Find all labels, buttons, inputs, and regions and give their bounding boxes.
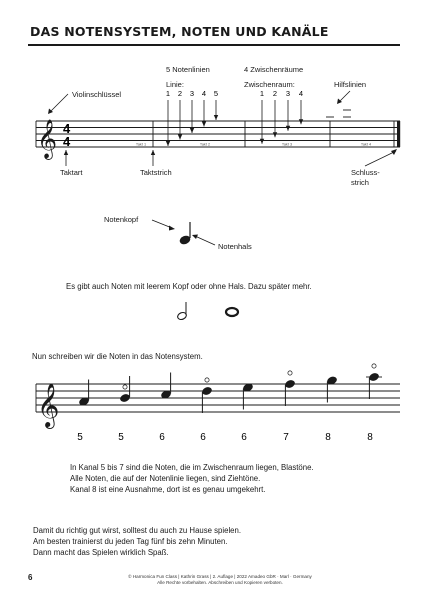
blow-marker-icon [288,371,292,375]
label-four-spaces: 4 Zwischenräume [244,65,304,74]
treble-clef-icon: 𝄞 [37,385,60,427]
line-pointer-arrow-head [178,135,182,140]
measure-label: Takt 4 [360,142,372,147]
bar-line-pointer-arrow-head [151,150,155,155]
label-stem: Notenhals [218,242,252,251]
note-diagram [0,200,427,330]
channel-number: 5 [77,432,83,443]
text-other-notes: Es gibt auch Noten mit leerem Kopf oder ohne Hals. Dazu später mehr. [66,282,312,291]
blow-marker-icon [205,378,209,382]
line-number: 3 [189,89,195,98]
label-space: Zwischenraum: [244,80,295,89]
paragraph-line: Dann macht das Spielen wirklich Spaß. [33,548,169,557]
paragraph-practice [33,525,241,558]
footer [100,574,340,586]
measure-label: Takt 3 [281,142,293,147]
measure-label: Takt 2 [199,142,211,147]
channel-number: 7 [283,432,289,443]
space-number: 4 [298,89,304,98]
footer-line: Alle Rechte vorbehalten. Abschreiben und Kopieren verboten. [157,580,283,585]
space-number: 3 [285,89,291,98]
channel-number: 8 [325,432,331,443]
label-violin-clef: Violinschlüssel [72,90,122,99]
page-title: DAS NOTENSYSTEM, NOTEN UND KANÄLE [30,24,329,39]
paragraph-line: In Kanal 5 bis 7 sind die Noten, die im Zwischenraum liegen, Blastöne. [70,463,314,472]
channel-number: 6 [241,432,247,443]
channel-number: 6 [200,432,206,443]
blow-marker-icon [372,364,376,368]
paragraph-line: Am besten trainierst du jeden Tag fünf bis zehn Minuten. [33,537,228,546]
final-bar-pointer-arrow [365,151,396,166]
time-signature-pointer-arrow-head [64,150,68,155]
paragraph-line: Damit du richtig gut wirst, solltest du auch zu Hause spielen. [33,526,242,535]
channel-number: 8 [367,432,373,443]
label-bar-line: Taktstrich [140,168,172,177]
label-final-bar-line: Schluss- strich [351,168,380,187]
label-line: Linie: [166,80,184,89]
label-five-lines: 5 Notenlinien [166,65,210,74]
space-pointer-arrow-head [299,119,303,124]
staff-lines [36,384,400,412]
channel-number: 5 [118,432,124,443]
text-write-notes: Nun schreiben wir die Noten in das Notensystem. [32,352,203,361]
final-bar-thick [397,121,400,147]
footer-line: © Harmonica Fun Class | Kathrin Grass | 2. Auflage | 2022 Amadeo GbR · Marl · Germany [128,574,312,579]
staff-lines [36,121,400,147]
staff-diagram [0,0,427,200]
space-number: 1 [259,89,265,98]
notes-staff [0,360,427,450]
space-pointer-arrow-head [260,139,264,144]
space-pointer-arrow-head [273,132,277,137]
line-pointer-arrow-head [166,141,170,146]
blow-marker-icon [123,385,127,389]
line-number: 4 [201,89,207,98]
time-signature-top: 4 [63,121,71,136]
label-time-signature: Taktart [60,168,83,177]
channel-number: 6 [159,432,165,443]
line-pointer-arrow-head [214,115,218,120]
line-number: 1 [165,89,171,98]
treble-clef-icon: 𝄞 [37,120,58,158]
ledger-pointer-arrow [339,91,350,102]
line-number: 5 [213,89,219,98]
label-ledger-lines: Hilfslinien [334,80,367,89]
space-number: 2 [272,89,278,98]
line-number: 2 [177,89,183,98]
paragraph-channels [70,462,314,495]
label-notehead: Notenkopf [104,215,139,224]
page-number: 6 [28,573,33,582]
staff-notes [37,364,382,443]
whole-note-head [226,308,238,316]
time-signature-bottom: 4 [63,134,71,149]
clef-pointer-arrow [50,94,68,112]
line-pointer-arrow-head [190,128,194,133]
paragraph-line: Alle Noten, die auf der Notenlinie liegen, sind Ziehtöne. [70,474,261,483]
line-pointer-arrow-head [202,122,206,127]
space-pointer-arrow-head [286,126,290,131]
measure-label: Takt 1 [135,142,147,147]
stem-pointer-arrow [195,236,215,245]
paragraph-line: Kanal 8 ist eine Ausnahme, dort ist es genau umgekehrt. [70,485,266,494]
